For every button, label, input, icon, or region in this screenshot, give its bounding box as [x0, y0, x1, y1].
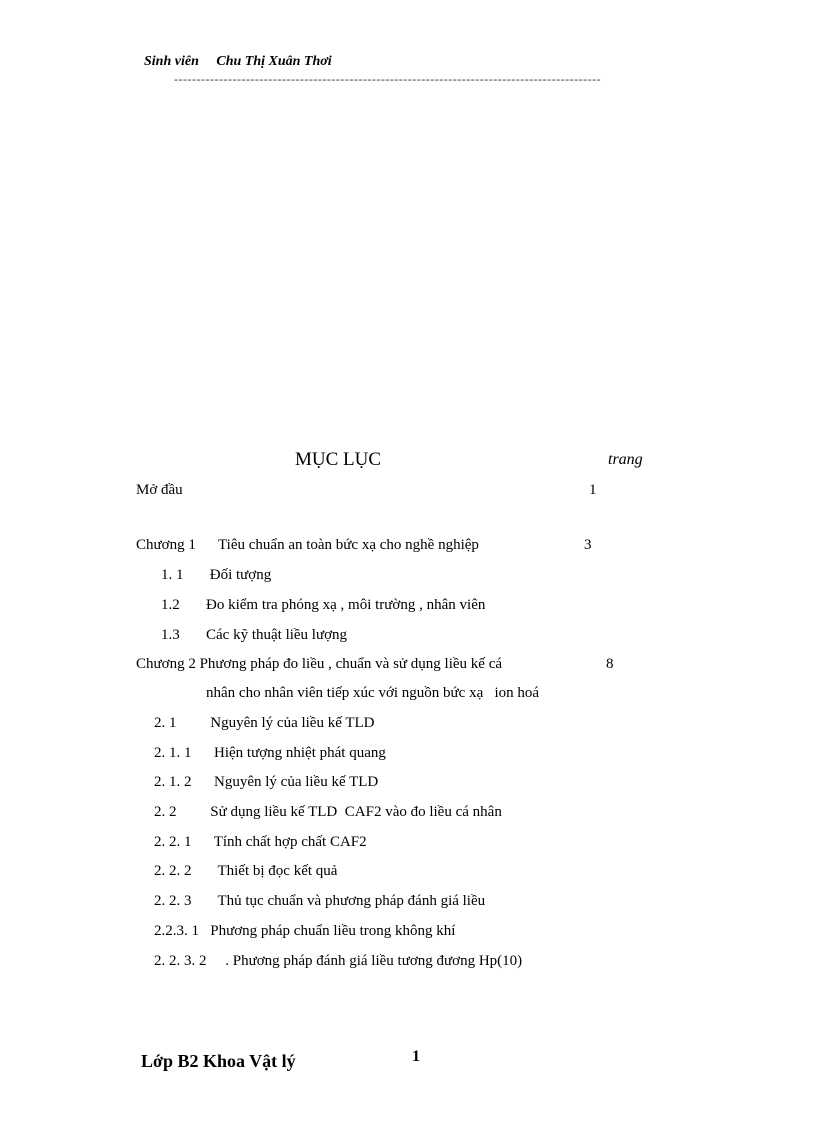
toc-entry-chapter-2: Chương 2 Phương pháp đo liều , chuẩn và sử dụng liều kế cá [136, 656, 503, 672]
toc-entry-2-1-2: 2. 1. 2 Nguyên lý của liều kế TLD [154, 774, 379, 790]
toc-entry-chapter-1: Chương 1 Tiêu chuẩn an toàn bức xạ cho nghề nghiệp [136, 537, 479, 553]
student-name: Chu Thị Xuân Thơi [216, 54, 332, 69]
toc-entry-chapter-1-page: 3 [584, 537, 592, 553]
toc-title: MỤC LỤC [295, 449, 382, 470]
toc-entry-2-2-3-1: 2.2.3. 1 Phương pháp chuẩn liều trong không khí [154, 923, 456, 939]
toc-entry-2-2-1: 2. 2. 1 Tính chất hợp chất CAF2 [154, 834, 367, 850]
toc-entry-1-2: 1.2 Đo kiểm tra phóng xạ , môi trường , nhân viên [161, 597, 486, 613]
toc-entry-2-2-3-2: 2. 2. 3. 2 . Phương pháp đánh giá liều tương đương Hp(10) [154, 953, 523, 969]
toc-entry-2-2-3: 2. 2. 3 Thủ tục chuẩn và phương pháp đánh giá liều [154, 893, 486, 909]
toc-entry-2-1-1: 2. 1. 1 Hiện tượng nhiệt phát quang [154, 745, 386, 761]
header-rule: ----------------------------------------------------------------------------------------------- [174, 72, 602, 86]
toc-entry-1-3: 1.3 Các kỹ thuật liều lượng [161, 627, 348, 643]
footer-class-label: Lớp B2 Khoa Vật lý [141, 1051, 296, 1071]
toc-entry-2-2-2: 2. 2. 2 Thiết bị đọc kết quả [154, 863, 338, 879]
toc-page-label: trang [608, 451, 643, 468]
toc-entry-2-2: 2. 2 Sử dụng liều kế TLD CAF2 vào đo liều cá nhân [154, 804, 502, 820]
toc-entry-2-1: 2. 1 Nguyên lý của liều kế TLD [154, 715, 375, 731]
toc-entry-intro: Mở đầu [136, 482, 183, 498]
student-label: Sinh viên [144, 54, 199, 69]
toc-entry-intro-page: 1 [589, 482, 597, 498]
header-student [144, 54, 332, 70]
toc-entry-1-1: 1. 1 Đối tượng [161, 567, 272, 583]
footer-page-number: 1 [412, 1048, 420, 1065]
toc-entry-chapter-2-cont: nhân cho nhân viên tiếp xúc với nguồn bức xạ ion hoá [206, 685, 540, 701]
toc-entry-chapter-2-page: 8 [606, 656, 614, 672]
